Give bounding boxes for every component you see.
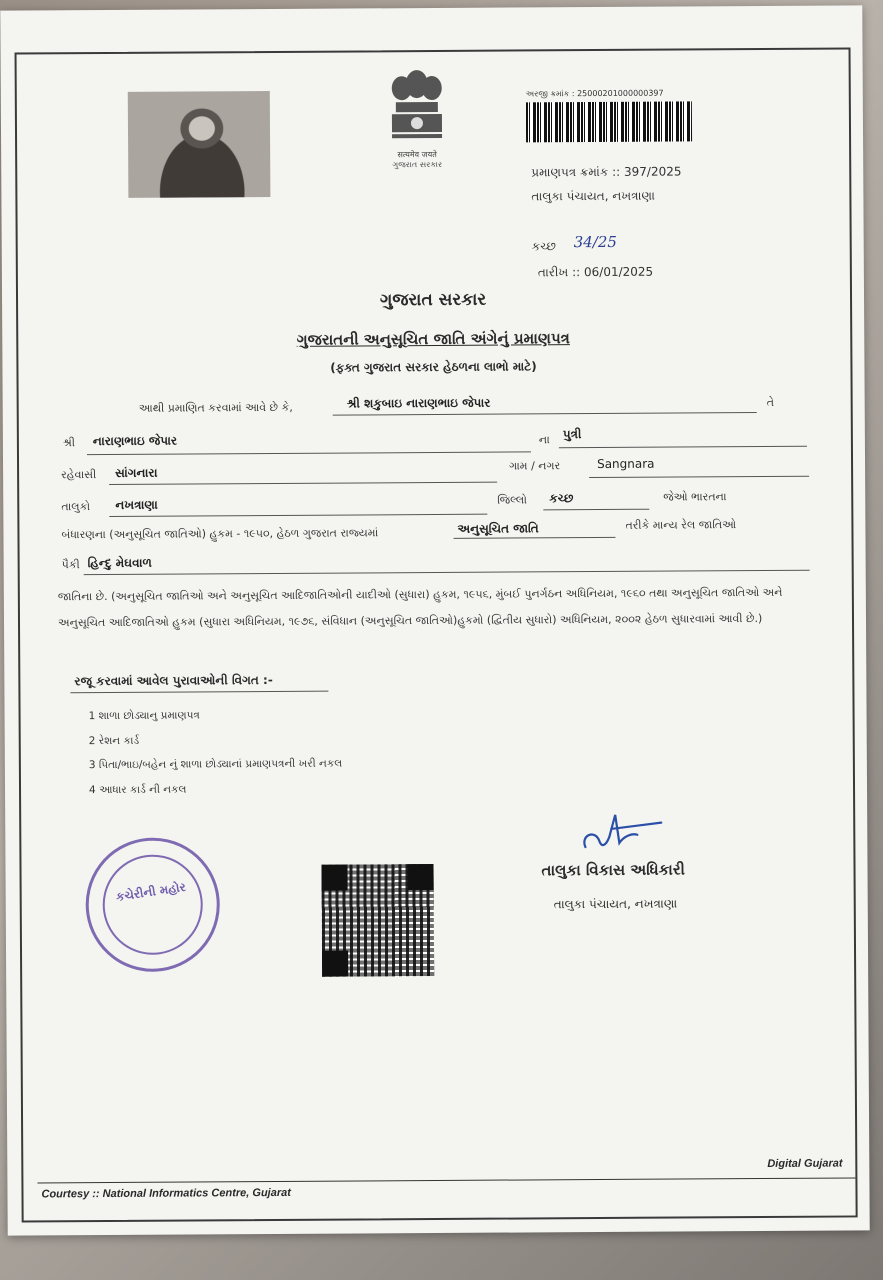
office-seal-text: કચેરીની મહોર [114,879,187,904]
kutch-handwritten-number: 34/25 [573,232,617,252]
relation-label: ના [538,433,550,447]
applicant-name: શ્રી શકુબાઇ નારાણભાઇ જેપાર [346,395,491,411]
father-name: નારાણભાઇ જેપાર [92,433,178,449]
relation-value: પુત્રી [562,427,582,442]
certificate-sheet [0,5,869,1235]
father-label: શ્રી [62,436,76,450]
certificate-note: (ફક્ત ગુજરાત સરકાર હેઠળના લાભો માટે) [330,359,537,375]
recognized-label: તરીકે માન્ય રેલ જાતિઓ [625,518,737,532]
taluka-value: નખત્રાણા [115,497,158,512]
barcode [526,101,692,142]
district-value: કચ્છ [549,491,574,506]
issuing-office: તાલુકા પંચાયત, નખત્રાણા [531,188,655,204]
order-text: બંધારણના (અનુસૂચિત જાતિઓ) હુકમ - ૧૯૫૦, હેઠળ ગુજરાત રાજ્યમાં [61,526,379,542]
document-item: 3 પિતા/ભાઇ/બહેન નું શાળા છોડ્યાનાં પ્રમાણપત્રની ખરી નકલ [88,757,343,772]
courtesy-note: Courtesy :: National Informatics Centre, Gujarat [41,1186,291,1201]
caste-value: હિન્દુ મેઘવાળ [87,555,152,571]
ashoka-emblem-icon [382,66,452,146]
application-number: અરજી ક્રમાંક : 25000201000000397 [525,88,664,99]
officer-signature [575,807,675,862]
resident-value: સાંગનારા [115,465,158,480]
state-emblem [377,66,458,176]
issue-date: તારીખ :: 06/01/2025 [537,264,654,280]
village-value: Sangnara [597,456,655,472]
village-label: ગામ / નગર [509,459,561,473]
among-label: પૈકી [61,558,80,572]
documents-heading: રજૂ કરવામાં આવેલ પુરાવાઓની વિગત :- [74,672,273,689]
application-barcode-block [526,88,696,142]
document-item: 1 શાળા છોડ્યાનુ પ્રમાણપત્ર [88,709,200,723]
verification-qr-code [321,864,434,977]
legal-paragraph: જાતિના છે. (અનુસૂચિત જાતિઓ અને અનુસૂચિત આદિજાતિઓની યાદીઓ (સુધારા) હુકમ, ૧૯૫૬, મુંબઈ પુનર્ગઠન અધિનિયમ, ૧૯૬૦ તથા અનુસૂચિત જાતિઓ અને અનુસૂચિત આદિજાતિઓ હુકમ (સુધારા અધિનિયમ, ૧૯૭૬, સંવિધાન (અનુસૂચિત જાતિઓ)હુકમો (દ્વિતીય સુધારો) અધિનિયમ, ૨૦૦૨ હેઠળ સુધારવામાં આવી છે.) [57,585,783,630]
category-value: અનુસૂચિત જાતિ [457,521,539,536]
digital-gujarat-brand: Digital Gujarat [767,1157,843,1170]
emblem-motto: सत्यमेव जयते [397,149,437,160]
officer-title: તાલુકા વિકાસ અધિકારી [541,860,685,880]
document-item: 4 આધાર કાર્ડ ની નકલ [88,783,187,796]
government-title: ગુજરાત સરકાર [379,289,487,311]
resident-label: રહેવાસી [61,468,97,482]
officer-office: તાલુકા પંચાયત, નખત્રાણા [553,896,678,912]
taluka-label: તાલુકો [61,500,91,514]
kutch-label: કચ્છ [531,239,556,254]
emblem-org: ગુજરાત સરકાર [392,159,443,170]
district-label: જિલ્લો [497,493,527,507]
certificate-title: ગુજરાતની અનુસૂચિત જાતિ અંગેનું પ્રમાણપત્ર [296,329,570,349]
applicant-photo [128,91,271,198]
certificate-number: પ્રમાણપત્ર ક્રમાંક :: 397/2025 [531,164,682,180]
india-label: જેઓ ભારતના [663,490,727,504]
name-suffix: તે [766,395,775,409]
certify-label: આથી પ્રમાણિત કરવામાં આવે છે કે, [138,400,293,415]
signature-icon [575,807,675,858]
documents-list [89,703,343,803]
document-item: 2 રેશન કાર્ડ [88,734,140,747]
